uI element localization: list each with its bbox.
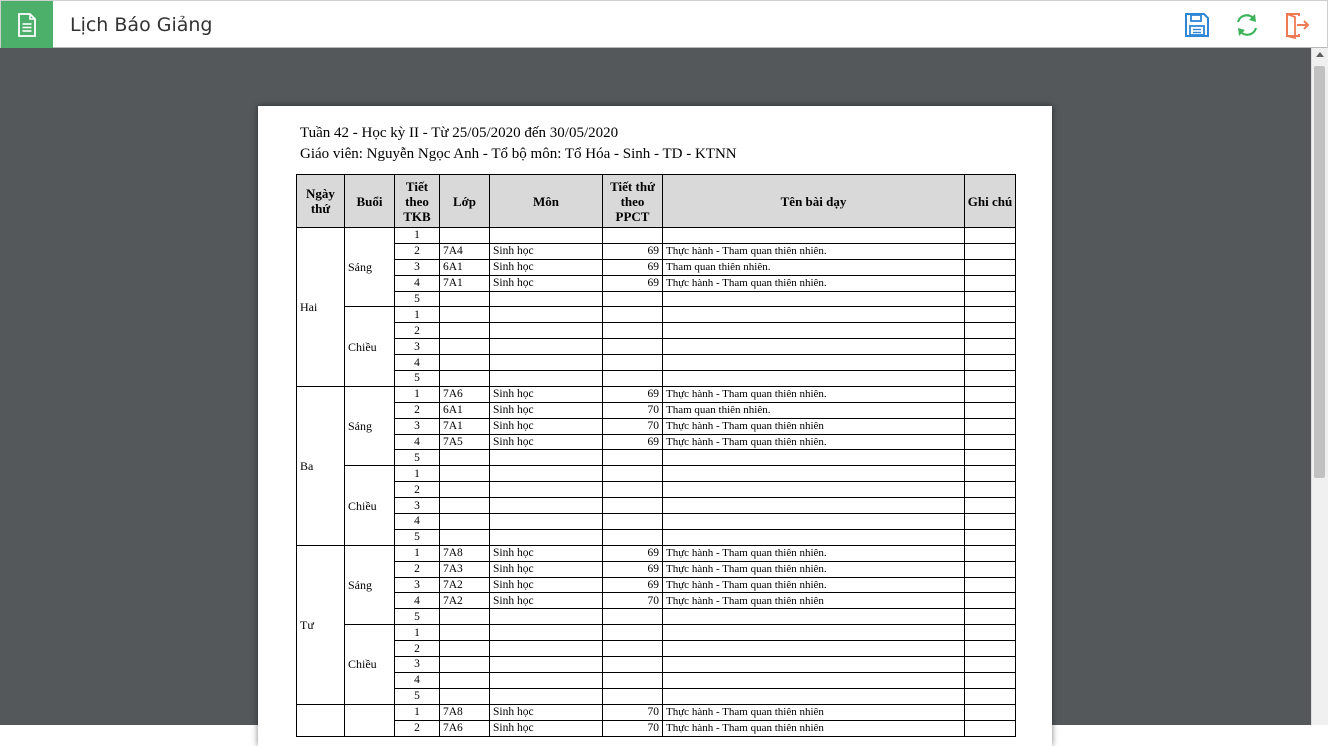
- ppct-cell: 70: [603, 720, 663, 736]
- session-cell: [345, 704, 395, 736]
- subject-cell: Sinh học: [490, 418, 603, 434]
- ppct-cell: 70: [603, 418, 663, 434]
- table-row: [297, 688, 1016, 704]
- lesson-title-cell: Thực hành - Tham quan thiên nhiên.: [663, 434, 965, 450]
- class-cell: [440, 450, 490, 466]
- table-row: [297, 482, 1016, 498]
- ppct-cell: 69: [603, 259, 663, 275]
- ppct-cell: 69: [603, 545, 663, 561]
- table-row: [297, 386, 1016, 402]
- class-cell: 7A2: [440, 593, 490, 609]
- class-cell: 7A6: [440, 386, 490, 402]
- lesson-title-cell: Thực hành - Tham quan thiên nhiên: [663, 418, 965, 434]
- ppct-cell: 70: [603, 593, 663, 609]
- column-header: Tên bài dạy: [663, 175, 965, 228]
- table-row: [297, 466, 1016, 482]
- subject-cell: [490, 323, 603, 339]
- class-cell: 6A1: [440, 259, 490, 275]
- lesson-title-cell: [663, 657, 965, 673]
- lesson-title-cell: Thực hành - Tham quan thiên nhiên: [663, 593, 965, 609]
- class-cell: [440, 466, 490, 482]
- note-cell: [965, 609, 1016, 625]
- period-cell: 2: [395, 720, 440, 736]
- note-cell: [965, 259, 1016, 275]
- lesson-title-cell: Thực hành - Tham quan thiên nhiên.: [663, 243, 965, 259]
- lesson-title-cell: Thực hành - Tham quan thiên nhiên.: [663, 275, 965, 291]
- class-cell: [440, 688, 490, 704]
- subject-cell: [490, 371, 603, 387]
- class-cell: [440, 641, 490, 657]
- save-button[interactable]: [1183, 11, 1211, 39]
- subject-cell: Sinh học: [490, 243, 603, 259]
- ppct-cell: [603, 339, 663, 355]
- lesson-title-cell: [663, 307, 965, 323]
- note-cell: [965, 482, 1016, 498]
- class-cell: 7A1: [440, 418, 490, 434]
- lesson-title-cell: [663, 529, 965, 545]
- period-cell: 5: [395, 291, 440, 307]
- vertical-scrollbar[interactable]: [1311, 48, 1328, 725]
- lesson-title-cell: Thực hành - Tham quan thiên nhiên.: [663, 561, 965, 577]
- ppct-cell: 69: [603, 561, 663, 577]
- note-cell: [965, 498, 1016, 514]
- lesson-title-cell: Thực hành - Tham quan thiên nhiên.: [663, 545, 965, 561]
- ppct-cell: [603, 609, 663, 625]
- period-cell: 5: [395, 609, 440, 625]
- table-row: [297, 498, 1016, 514]
- ppct-cell: [603, 291, 663, 307]
- period-cell: 4: [395, 275, 440, 291]
- table-row: [297, 307, 1016, 323]
- table-row: [297, 577, 1016, 593]
- lesson-title-cell: [663, 228, 965, 244]
- ppct-cell: [603, 228, 663, 244]
- table-row: [297, 720, 1016, 736]
- document-icon: [17, 13, 37, 37]
- subject-cell: [490, 641, 603, 657]
- ppct-cell: 69: [603, 577, 663, 593]
- table-row: [297, 275, 1016, 291]
- column-header: Ghi chú: [965, 175, 1016, 228]
- lesson-title-cell: [663, 609, 965, 625]
- period-cell: 3: [395, 259, 440, 275]
- lesson-title-cell: [663, 498, 965, 514]
- refresh-button[interactable]: [1233, 11, 1261, 39]
- period-cell: 1: [395, 466, 440, 482]
- session-cell: Sáng: [345, 386, 395, 465]
- subject-cell: [490, 529, 603, 545]
- subject-cell: [490, 228, 603, 244]
- note-cell: [965, 339, 1016, 355]
- period-cell: 4: [395, 593, 440, 609]
- ppct-cell: [603, 482, 663, 498]
- ppct-cell: [603, 498, 663, 514]
- class-cell: 7A5: [440, 434, 490, 450]
- subject-cell: [490, 657, 603, 673]
- ppct-cell: [603, 355, 663, 371]
- refresh-icon: [1234, 12, 1260, 38]
- ppct-cell: [603, 307, 663, 323]
- period-cell: 5: [395, 688, 440, 704]
- table-row: [297, 625, 1016, 641]
- subject-cell: [490, 609, 603, 625]
- subject-cell: [490, 355, 603, 371]
- session-cell: Chiều: [345, 307, 395, 386]
- exit-icon: [1284, 12, 1310, 38]
- lesson-title-cell: Tham quan thiên nhiên.: [663, 402, 965, 418]
- ppct-cell: 70: [603, 704, 663, 720]
- column-header: Buổi: [345, 175, 395, 228]
- period-cell: 1: [395, 545, 440, 561]
- period-cell: 3: [395, 418, 440, 434]
- table-row: [297, 355, 1016, 371]
- period-cell: 5: [395, 529, 440, 545]
- app-title: Lịch Báo Giảng: [70, 14, 213, 36]
- subject-cell: [490, 672, 603, 688]
- period-cell: 2: [395, 641, 440, 657]
- subject-cell: Sinh học: [490, 704, 603, 720]
- note-cell: [965, 291, 1016, 307]
- table-row: [297, 402, 1016, 418]
- subject-cell: Sinh học: [490, 402, 603, 418]
- lesson-title-cell: Thực hành - Tham quan thiên nhiên.: [663, 386, 965, 402]
- table-row: [297, 561, 1016, 577]
- table-row: [297, 672, 1016, 688]
- note-cell: [965, 243, 1016, 259]
- subject-cell: Sinh học: [490, 561, 603, 577]
- lesson-title-cell: [663, 482, 965, 498]
- class-cell: [440, 307, 490, 323]
- lesson-title-cell: [663, 688, 965, 704]
- table-row: [297, 529, 1016, 545]
- app-menu-button[interactable]: [1, 1, 53, 49]
- lesson-title-cell: Thực hành - Tham quan thiên nhiên.: [663, 577, 965, 593]
- note-cell: [965, 418, 1016, 434]
- period-cell: 4: [395, 355, 440, 371]
- note-cell: [965, 228, 1016, 244]
- subject-cell: [490, 450, 603, 466]
- subject-cell: [490, 339, 603, 355]
- column-header: Môn: [490, 175, 603, 228]
- period-cell: 1: [395, 625, 440, 641]
- lesson-title-cell: [663, 371, 965, 387]
- class-cell: 7A4: [440, 243, 490, 259]
- ppct-cell: [603, 641, 663, 657]
- class-cell: [440, 609, 490, 625]
- ppct-cell: 70: [603, 402, 663, 418]
- period-cell: 1: [395, 386, 440, 402]
- session-cell: Chiều: [345, 466, 395, 545]
- lesson-title-cell: Thực hành - Tham quan thiên nhiên: [663, 720, 965, 736]
- note-cell: [965, 466, 1016, 482]
- class-cell: [440, 291, 490, 307]
- period-cell: 3: [395, 577, 440, 593]
- day-cell: Tư: [297, 545, 345, 704]
- note-cell: [965, 307, 1016, 323]
- table-row: [297, 593, 1016, 609]
- ppct-cell: 69: [603, 434, 663, 450]
- lesson-title-cell: Tham quan thiên nhiên.: [663, 259, 965, 275]
- class-cell: [440, 339, 490, 355]
- table-row: [297, 291, 1016, 307]
- column-header: Lớp: [440, 175, 490, 228]
- table-row: [297, 704, 1016, 720]
- note-cell: [965, 514, 1016, 530]
- subject-cell: Sinh học: [490, 386, 603, 402]
- save-icon: [1184, 12, 1210, 38]
- lesson-title-cell: [663, 641, 965, 657]
- subject-cell: [490, 291, 603, 307]
- period-cell: 2: [395, 323, 440, 339]
- table-row: [297, 545, 1016, 561]
- scrollbar-thumb[interactable]: [1314, 66, 1325, 478]
- note-cell: [965, 688, 1016, 704]
- lesson-title-cell: [663, 625, 965, 641]
- lesson-title-cell: [663, 291, 965, 307]
- table-row: [297, 450, 1016, 466]
- table-row: [297, 228, 1016, 244]
- session-cell: Sáng: [345, 545, 395, 624]
- period-cell: 2: [395, 402, 440, 418]
- note-cell: [965, 355, 1016, 371]
- day-cell: Ba: [297, 386, 345, 545]
- period-cell: 4: [395, 434, 440, 450]
- table-row: [297, 657, 1016, 673]
- period-cell: 4: [395, 514, 440, 530]
- subject-cell: Sinh học: [490, 720, 603, 736]
- subject-cell: Sinh học: [490, 275, 603, 291]
- class-cell: [440, 228, 490, 244]
- class-cell: [440, 514, 490, 530]
- note-cell: [965, 529, 1016, 545]
- exit-button[interactable]: [1283, 11, 1311, 39]
- table-row: [297, 641, 1016, 657]
- column-header: Ngày thứ: [297, 175, 345, 228]
- table-row: [297, 243, 1016, 259]
- lesson-title-cell: Thực hành - Tham quan thiên nhiên: [663, 704, 965, 720]
- class-cell: 7A6: [440, 720, 490, 736]
- class-cell: [440, 657, 490, 673]
- scroll-up-arrow-icon[interactable]: [1316, 52, 1324, 57]
- report-page: [258, 106, 1052, 746]
- note-cell: [965, 657, 1016, 673]
- table-row: [297, 259, 1016, 275]
- document-viewer[interactable]: [0, 48, 1311, 735]
- period-cell: 1: [395, 228, 440, 244]
- class-cell: 7A1: [440, 275, 490, 291]
- table-row: [297, 609, 1016, 625]
- subject-cell: [490, 625, 603, 641]
- period-cell: 3: [395, 657, 440, 673]
- note-cell: [965, 625, 1016, 641]
- table-row: [297, 371, 1016, 387]
- session-cell: Sáng: [345, 228, 395, 307]
- session-cell: Chiều: [345, 625, 395, 704]
- period-cell: 5: [395, 450, 440, 466]
- note-cell: [965, 450, 1016, 466]
- ppct-cell: 69: [603, 386, 663, 402]
- ppct-cell: 69: [603, 243, 663, 259]
- day-cell: Hai: [297, 228, 345, 387]
- note-cell: [965, 434, 1016, 450]
- class-cell: 7A2: [440, 577, 490, 593]
- class-cell: [440, 625, 490, 641]
- ppct-cell: [603, 450, 663, 466]
- note-cell: [965, 720, 1016, 736]
- class-cell: [440, 371, 490, 387]
- note-cell: [965, 323, 1016, 339]
- period-cell: 4: [395, 672, 440, 688]
- lesson-title-cell: [663, 450, 965, 466]
- note-cell: [965, 704, 1016, 720]
- note-cell: [965, 545, 1016, 561]
- note-cell: [965, 641, 1016, 657]
- subject-cell: Sinh học: [490, 259, 603, 275]
- period-cell: 1: [395, 307, 440, 323]
- period-cell: 3: [395, 498, 440, 514]
- period-cell: 3: [395, 339, 440, 355]
- table-row: [297, 514, 1016, 530]
- note-cell: [965, 275, 1016, 291]
- class-cell: 7A3: [440, 561, 490, 577]
- period-cell: 5: [395, 371, 440, 387]
- subject-cell: Sinh học: [490, 577, 603, 593]
- ppct-cell: [603, 371, 663, 387]
- note-cell: [965, 577, 1016, 593]
- top-toolbar: [0, 0, 1328, 48]
- ppct-cell: [603, 657, 663, 673]
- note-cell: [965, 402, 1016, 418]
- period-cell: 2: [395, 482, 440, 498]
- lesson-title-cell: [663, 672, 965, 688]
- report-week-line: Tuần 42 - Học kỳ II - Từ 25/05/2020 đến 30/05/2020: [300, 125, 619, 141]
- schedule-table: [296, 174, 1016, 737]
- ppct-cell: [603, 672, 663, 688]
- period-cell: 2: [395, 243, 440, 259]
- ppct-cell: [603, 625, 663, 641]
- table-row: [297, 418, 1016, 434]
- column-header: Tiết thứ theo PPCT: [603, 175, 663, 228]
- note-cell: [965, 672, 1016, 688]
- period-cell: 2: [395, 561, 440, 577]
- lesson-title-cell: [663, 339, 965, 355]
- class-cell: [440, 482, 490, 498]
- note-cell: [965, 593, 1016, 609]
- class-cell: [440, 498, 490, 514]
- ppct-cell: [603, 466, 663, 482]
- ppct-cell: [603, 688, 663, 704]
- table-header-row: [297, 175, 1016, 228]
- column-header: Tiết theo TKB: [395, 175, 440, 228]
- note-cell: [965, 561, 1016, 577]
- subject-cell: [490, 514, 603, 530]
- period-cell: 1: [395, 704, 440, 720]
- table-row: [297, 434, 1016, 450]
- class-cell: 6A1: [440, 402, 490, 418]
- lesson-title-cell: [663, 514, 965, 530]
- subject-cell: Sinh học: [490, 545, 603, 561]
- class-cell: 7A8: [440, 704, 490, 720]
- subject-cell: Sinh học: [490, 593, 603, 609]
- subject-cell: [490, 482, 603, 498]
- ppct-cell: 69: [603, 275, 663, 291]
- ppct-cell: [603, 323, 663, 339]
- note-cell: [965, 371, 1016, 387]
- subject-cell: [490, 466, 603, 482]
- ppct-cell: [603, 514, 663, 530]
- table-row: [297, 323, 1016, 339]
- class-cell: [440, 529, 490, 545]
- subject-cell: [490, 688, 603, 704]
- report-teacher-line: Giáo viên: Nguyễn Ngọc Anh - Tổ bộ môn: Tổ Hóa - Sinh - TD - KTNN: [300, 146, 737, 162]
- class-cell: [440, 323, 490, 339]
- class-cell: 7A8: [440, 545, 490, 561]
- subject-cell: [490, 498, 603, 514]
- lesson-title-cell: [663, 355, 965, 371]
- class-cell: [440, 355, 490, 371]
- table-row: [297, 339, 1016, 355]
- class-cell: [440, 672, 490, 688]
- lesson-title-cell: [663, 466, 965, 482]
- lesson-title-cell: [663, 323, 965, 339]
- day-cell: [297, 704, 345, 736]
- ppct-cell: [603, 529, 663, 545]
- subject-cell: Sinh học: [490, 434, 603, 450]
- note-cell: [965, 386, 1016, 402]
- subject-cell: [490, 307, 603, 323]
